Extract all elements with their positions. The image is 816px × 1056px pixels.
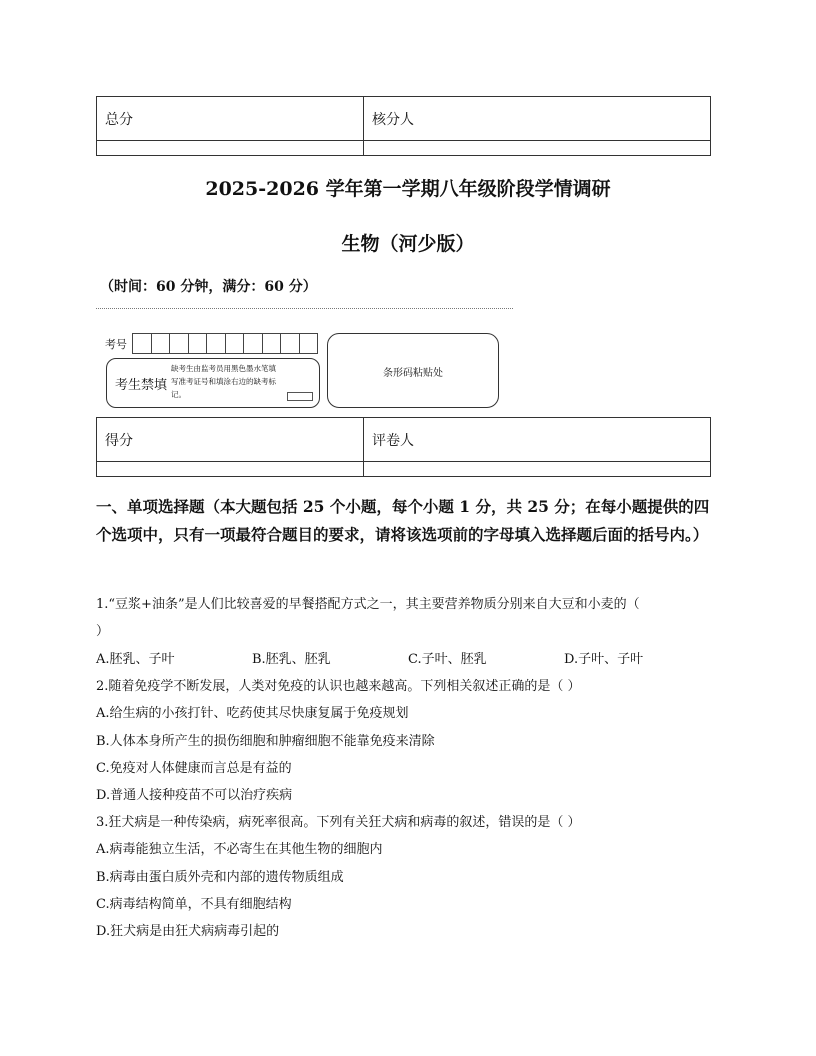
question-1-option-c[interactable]: C.子叶、胚乳 xyxy=(408,652,487,667)
question-3-option-c[interactable]: C.病毒结构简单，不具有细胞结构 xyxy=(96,897,292,912)
question-3-stem: 3.狂犬病是一种传染病，病死率很高。下列有关狂犬病和病毒的叙述，错误的是（ ） xyxy=(96,815,581,830)
question-1-option-a[interactable]: A.胚乳、子叶 xyxy=(96,652,175,667)
question-2-option-a[interactable]: A.给生病的小孩打针、吃药使其尽快康复属于免疫规划 xyxy=(96,706,409,721)
exam-number-digit-box[interactable] xyxy=(151,333,171,354)
exam-number-digit-box[interactable] xyxy=(188,333,208,354)
exam-subject: 生物（河少版） xyxy=(341,233,475,255)
score-cell[interactable] xyxy=(97,462,364,477)
exam-number-digit-box[interactable] xyxy=(206,333,226,354)
score-label: 得分 xyxy=(97,418,364,462)
question-2-option-b[interactable]: B.人体本身所产生的损伤细胞和肿瘤细胞不能靠免疫来清除 xyxy=(96,734,435,749)
divider-dotted xyxy=(96,308,513,309)
question-3-option-b[interactable]: B.病毒由蛋白质外壳和内部的遗传物质组成 xyxy=(96,870,344,885)
barcode-box xyxy=(327,333,499,408)
exam-title: 2025-2026 学年第一学期八年级阶段学情调研 xyxy=(205,178,611,200)
notice-text: 缺考生由监考员用黑色墨水笔填写准考证号和填涂右边的缺考标记。 xyxy=(171,364,276,399)
exam-number-digit-box[interactable] xyxy=(243,333,263,354)
question-1-option-b[interactable]: B.胚乳、胚乳 xyxy=(252,652,331,667)
notice-title: 考生禁填 xyxy=(115,378,168,393)
exam-number-digit-box[interactable] xyxy=(225,333,245,354)
section-heading: 一、单项选择题（本大题包括 25 个小题，每个小题 1 分，共 25 分；在每小题提供的四个选项中，只有一项最符合题目的要求，请将该选项前的字母填入选择题后面的括号内。） xyxy=(96,497,710,544)
score-table-mid xyxy=(96,417,711,477)
question-1-stem-line1: 1.“豆浆+油条”是人们比较喜爱的早餐搭配方式之一，其主要营养物质分别来自大豆和小麦的（ xyxy=(96,597,640,612)
exam-number-digit-box[interactable] xyxy=(132,333,152,354)
question-1-stem-line2: ） xyxy=(96,624,110,639)
question-2-option-c[interactable]: C.免疫对人体健康而言总是有益的 xyxy=(96,761,292,776)
exam-number-digit-box[interactable] xyxy=(299,333,319,354)
checker-label: 核分人 xyxy=(364,97,711,141)
question-3-option-a[interactable]: A.病毒能独立生活，不必寄生在其他生物的细胞内 xyxy=(96,842,383,857)
question-2-stem: 2.随着免疫学不断发展，人类对免疫的认识也越来越高。下列相关叙述正确的是（ ） xyxy=(96,679,581,694)
grader-label: 评卷人 xyxy=(364,418,711,462)
barcode-label: 条形码粘贴处 xyxy=(383,368,443,379)
notice-box xyxy=(106,358,320,408)
checker-cell[interactable] xyxy=(364,141,711,156)
exam-number-digit-box[interactable] xyxy=(262,333,282,354)
time-info: （时间：60 分钟，满分：60 分） xyxy=(100,279,317,295)
total-score-cell[interactable] xyxy=(97,141,364,156)
exam-number-digit-box[interactable] xyxy=(169,333,189,354)
question-3-option-d[interactable]: D.狂犬病是由狂犬病病毒引起的 xyxy=(96,924,280,939)
exam-number-digit-box[interactable] xyxy=(280,333,300,354)
score-table-top xyxy=(96,96,711,156)
total-score-label: 总分 xyxy=(97,97,364,141)
question-1-option-d[interactable]: D.子叶、子叶 xyxy=(564,652,644,667)
question-2-option-d[interactable]: D.普通人接种疫苗不可以治疗疾病 xyxy=(96,788,293,803)
grader-cell[interactable] xyxy=(364,462,711,477)
absence-mark-box[interactable] xyxy=(287,392,313,401)
exam-number-label: 考号 xyxy=(105,338,127,351)
exam-number-boxes[interactable] xyxy=(132,333,317,354)
